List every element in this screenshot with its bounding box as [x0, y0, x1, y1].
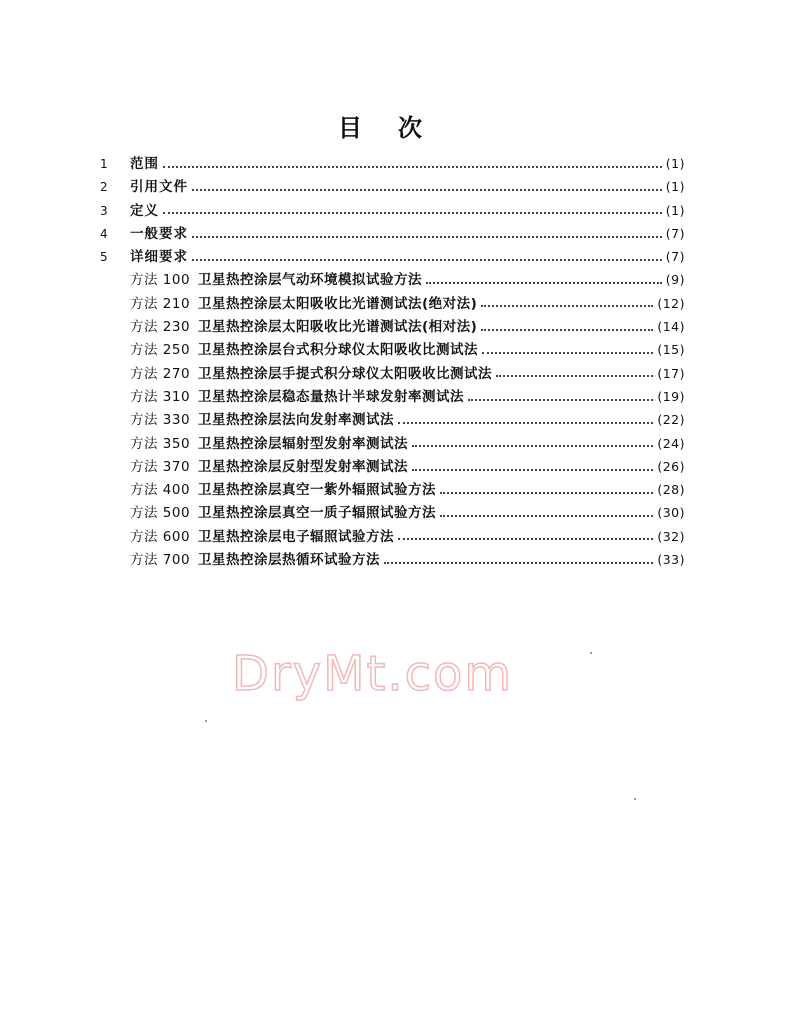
method-label: 方法 100: [130, 272, 191, 289]
page-number: (7): [665, 225, 685, 241]
method-label: 方法 310: [130, 388, 191, 405]
dot-leader: [398, 538, 653, 540]
method-title: 卫星热控涂层太阳吸收比光谱测试法(绝对法): [198, 295, 478, 312]
method-label: 方法 210: [130, 295, 191, 312]
page-number: (15): [657, 342, 685, 358]
dot-leader: [412, 469, 653, 471]
method-title: 卫星热控涂层太阳吸收比光谱测试法(相对法): [198, 319, 478, 336]
dot-leader: [440, 492, 653, 494]
dot-leader: [440, 515, 653, 517]
section-title: 引用文件: [130, 179, 188, 196]
section-number: 3: [100, 203, 108, 218]
page-title: [0, 108, 760, 143]
method-label: 方法 350: [130, 435, 191, 452]
dot-leader: [192, 259, 662, 261]
dot-leader: [192, 236, 662, 238]
method-title: 卫星热控涂层手提式积分球仪太阳吸收比测试法: [198, 365, 492, 382]
toc-method-row[interactable]: [100, 338, 685, 361]
method-title: 卫星热控涂层法向发射率测试法: [198, 412, 394, 429]
method-title: 卫星热控涂层稳态量热计半球发射率测试法: [198, 388, 464, 405]
method-label: 方法 230: [130, 319, 191, 336]
dot-leader: [426, 282, 662, 284]
toc-method-row[interactable]: [100, 292, 685, 315]
title-part-2: 次: [398, 114, 422, 142]
section-number: 5: [100, 250, 108, 265]
method-label: 方法 700: [130, 552, 191, 569]
scan-speck: [634, 798, 636, 800]
page-number: (26): [657, 458, 685, 474]
dot-leader: [192, 189, 662, 191]
page-number: (33): [657, 552, 685, 568]
dot-leader: [468, 399, 653, 401]
toc-section-row[interactable]: [100, 175, 685, 198]
method-title: 卫星热控涂层辐射型发射率测试法: [198, 435, 408, 452]
toc-section-row[interactable]: [100, 152, 685, 175]
dot-leader: [398, 422, 653, 424]
toc-method-row[interactable]: [100, 408, 685, 431]
page-number: (12): [657, 295, 685, 311]
page-number: (7): [665, 249, 685, 265]
toc-method-row[interactable]: [100, 455, 685, 478]
toc-section-row[interactable]: [100, 199, 685, 222]
method-label: 方法 330: [130, 412, 191, 429]
page-number: (14): [657, 319, 685, 335]
table-of-contents: [100, 152, 685, 571]
toc-method-row[interactable]: [100, 268, 685, 291]
toc-section-row[interactable]: [100, 245, 685, 268]
toc-method-row[interactable]: [100, 478, 685, 501]
dot-leader: [482, 352, 653, 354]
toc-method-row[interactable]: [100, 525, 685, 548]
method-label: 方法 270: [130, 365, 191, 382]
method-title: 卫星热控涂层台式积分球仪太阳吸收比测试法: [198, 342, 478, 359]
toc-method-row[interactable]: [100, 432, 685, 455]
dot-leader: [481, 329, 653, 331]
section-number: 2: [100, 180, 108, 195]
section-number: 1: [100, 157, 108, 171]
page-number: (30): [657, 505, 685, 521]
dot-leader: [163, 212, 662, 214]
method-title: 卫星热控涂层真空一紫外辐照试验方法: [198, 482, 436, 499]
toc-method-row[interactable]: [100, 501, 685, 524]
toc-method-row[interactable]: [100, 315, 685, 338]
dot-leader: [384, 562, 653, 564]
title-part-1: 目: [338, 114, 362, 142]
method-title: 卫星热控涂层热循环试验方法: [198, 552, 380, 569]
method-label: 方法 500: [130, 505, 191, 522]
dot-leader: [412, 445, 653, 447]
page-number: (17): [657, 365, 685, 381]
method-label: 方法 600: [130, 528, 191, 545]
page-number: (1): [665, 202, 685, 218]
page-number: (32): [657, 528, 685, 544]
page-number: (9): [665, 272, 685, 288]
section-number: 4: [100, 226, 108, 241]
section-title: 范围: [130, 156, 159, 172]
dot-leader: [163, 166, 662, 168]
page-number: (1): [665, 179, 685, 195]
dot-leader: [496, 375, 653, 377]
method-title: 卫星热控涂层真空一质子辐照试验方法: [198, 505, 436, 522]
section-title: 详细要求: [130, 249, 188, 266]
toc-method-row[interactable]: [100, 362, 685, 385]
method-title: 卫星热控涂层气动环境模拟试验方法: [198, 272, 422, 289]
method-label: 方法 400: [130, 482, 191, 499]
method-label: 方法 370: [130, 458, 191, 475]
page-number: (19): [657, 388, 685, 404]
section-title: 一般要求: [130, 225, 188, 242]
section-title: 定义: [130, 202, 159, 219]
toc-method-row[interactable]: [100, 385, 685, 408]
page-number: (22): [657, 412, 685, 428]
page-number: (1): [665, 156, 685, 171]
watermark: DryMt.com: [232, 646, 514, 702]
toc-method-row[interactable]: [100, 548, 685, 571]
method-label: 方法 250: [130, 342, 191, 359]
scan-speck: [205, 720, 207, 722]
page-number: (28): [657, 482, 685, 498]
dot-leader: [481, 305, 653, 307]
method-title: 卫星热控涂层电子辐照试验方法: [198, 528, 394, 545]
scan-speck: [590, 652, 592, 654]
method-title: 卫星热控涂层反射型发射率测试法: [198, 458, 408, 475]
toc-section-row[interactable]: [100, 222, 685, 245]
page-number: (24): [657, 435, 685, 451]
